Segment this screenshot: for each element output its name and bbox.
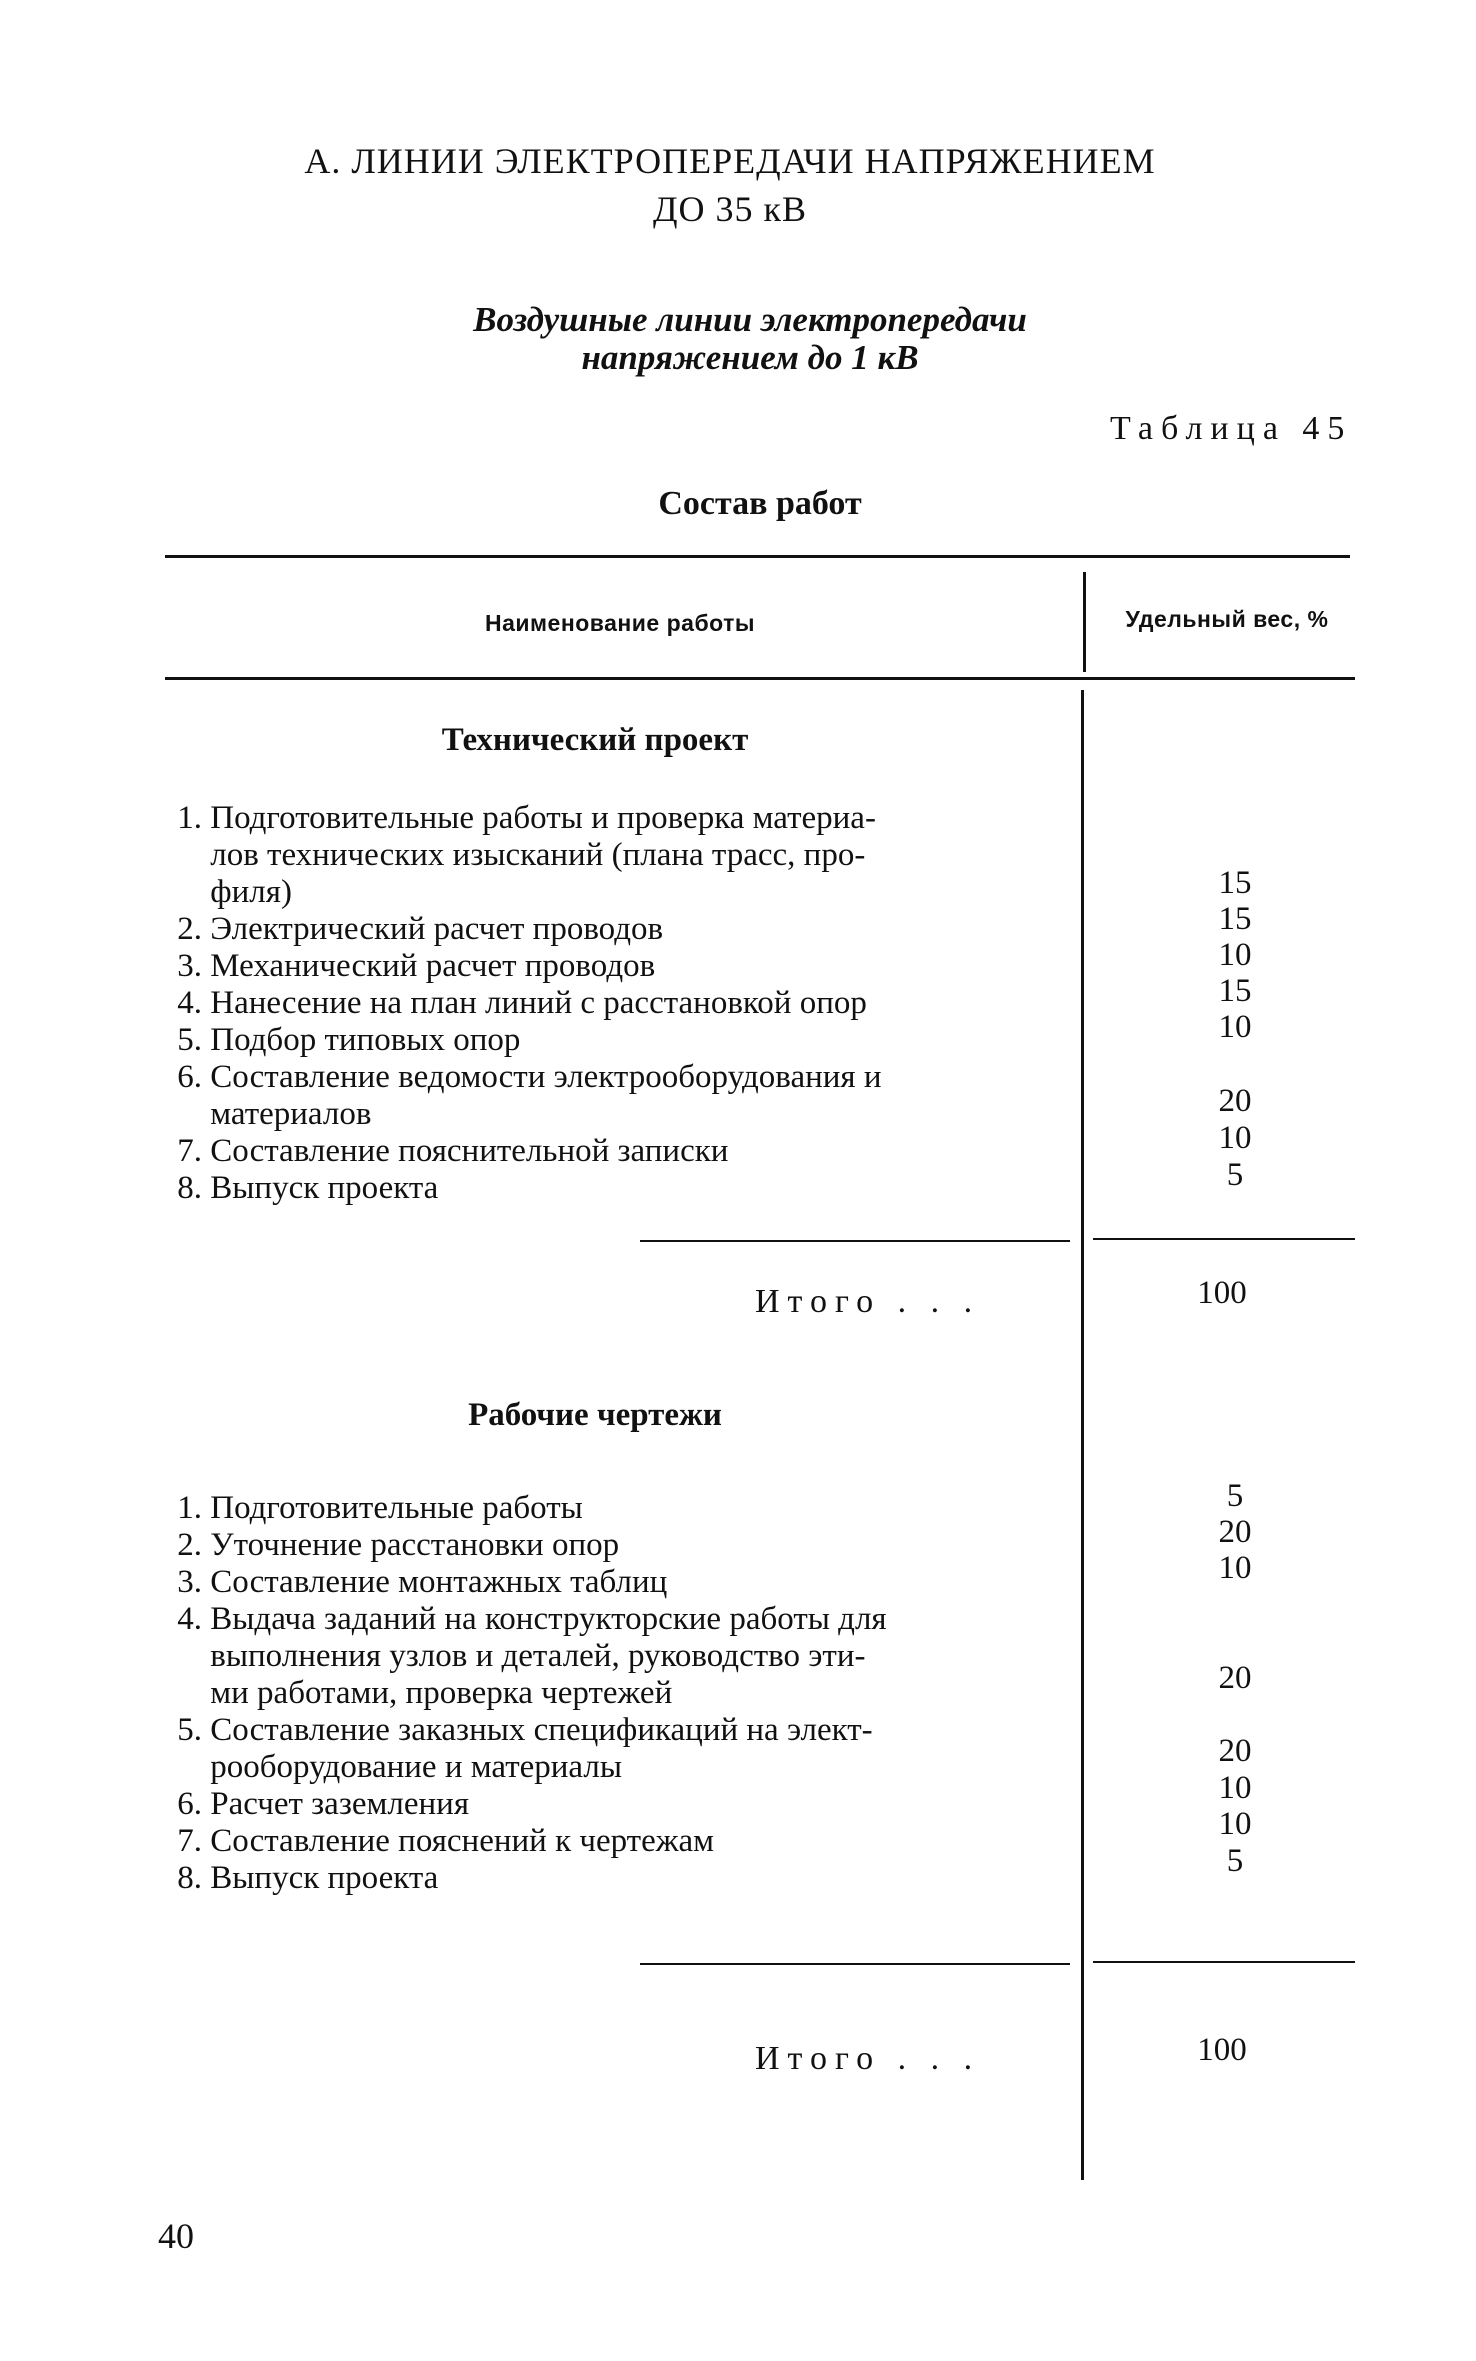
page-number: 40 [158, 2216, 194, 2256]
weight-value: 5 [1226, 1478, 1244, 1514]
weight-value: 20 [1218, 1514, 1252, 1550]
total-rule-left [640, 1240, 1070, 1242]
total-rule-right [1093, 1238, 1355, 1240]
list-item: 8. Выпуск проекта [177, 1860, 439, 1896]
weight-value: 10 [1218, 937, 1252, 973]
list-item: 5. Составление заказных спецификаций на элект- рооборудование и материалы [177, 1712, 873, 1785]
column-header-weight: Удельный вес, % [1125, 606, 1329, 632]
total-rule-left [640, 1963, 1070, 1965]
list-item: 6. Расчет заземления [177, 1786, 470, 1822]
header-column-divider [1083, 572, 1086, 672]
header-bottom-rule [165, 677, 1355, 680]
weight-value: 15 [1218, 901, 1252, 937]
total-label: Итого . . . [755, 1283, 981, 1320]
section-1-items [160, 800, 1030, 1207]
heading-line-2: ДО 35 кВ [652, 189, 808, 229]
weight-value: 20 [1218, 1733, 1252, 1769]
total-value: 100 [1197, 1275, 1247, 1311]
list-item: 2. Электрический расчет проводов [177, 911, 664, 947]
table-title: Состав работ [658, 485, 862, 522]
weight-value: 10 [1218, 1009, 1252, 1045]
list-item: 7. Составление пояснений к чертежам [177, 1823, 715, 1859]
table-number: Таблица 45 [1110, 410, 1353, 447]
weight-value: 20 [1218, 1083, 1252, 1119]
list-item: 8. Выпуск проекта [177, 1170, 439, 1206]
subheading-line-1: Воздушные линии электропередачи [473, 300, 1027, 339]
list-item: 4. Нанесение на план линий с расстановкой опор [177, 985, 867, 1021]
body-column-divider [1081, 690, 1084, 2180]
weight-value: 20 [1218, 1660, 1252, 1696]
list-item: 1. Подготовительные работы и проверка материа- лов технических изысканий (плана трасс, про- филя) [177, 800, 876, 910]
list-item: 3. Механический расчет проводов [177, 948, 656, 984]
list-item: 6. Составление ведомости электрооборудования и материалов [177, 1059, 882, 1132]
subheading-line-2: напряжением до 1 кВ [581, 338, 919, 377]
list-item: 1. Подготовительные работы [177, 1490, 583, 1526]
total-value: 100 [1197, 2032, 1247, 2068]
weight-value: 10 [1218, 1120, 1252, 1156]
weight-value: 10 [1218, 1806, 1252, 1842]
weight-value: 15 [1218, 865, 1252, 901]
weight-value: 10 [1218, 1770, 1252, 1806]
section-2-items [160, 1490, 1030, 1897]
table-top-rule [165, 555, 1350, 558]
list-item: 5. Подбор типовых опор [177, 1022, 521, 1058]
list-item: 7. Составление пояснительной записки [177, 1133, 729, 1169]
weight-value: 10 [1218, 1550, 1252, 1586]
heading-line-1: А. ЛИНИИ ЭЛЕКТРОПЕРЕДАЧИ НАПРЯЖЕНИЕМ [304, 141, 1156, 181]
column-header-name: Наименование работы [484, 610, 756, 636]
weight-value: 5 [1226, 1843, 1244, 1879]
weight-value: 15 [1218, 973, 1252, 1009]
list-item: 3. Составление монтажных таблиц [177, 1564, 668, 1600]
total-rule-right [1093, 1961, 1355, 1963]
section-title: Рабочие чертежи [468, 1397, 722, 1433]
section-title: Технический проект [441, 722, 749, 758]
total-label: Итого . . . [755, 2040, 981, 2077]
weight-value: 5 [1226, 1157, 1244, 1193]
list-item: 4. Выдача заданий на конструкторские работы для выполнения узлов и деталей, руководство эти- ми работами, проверка чертежей [177, 1601, 887, 1711]
list-item: 2. Уточнение расстановки опор [177, 1527, 620, 1563]
